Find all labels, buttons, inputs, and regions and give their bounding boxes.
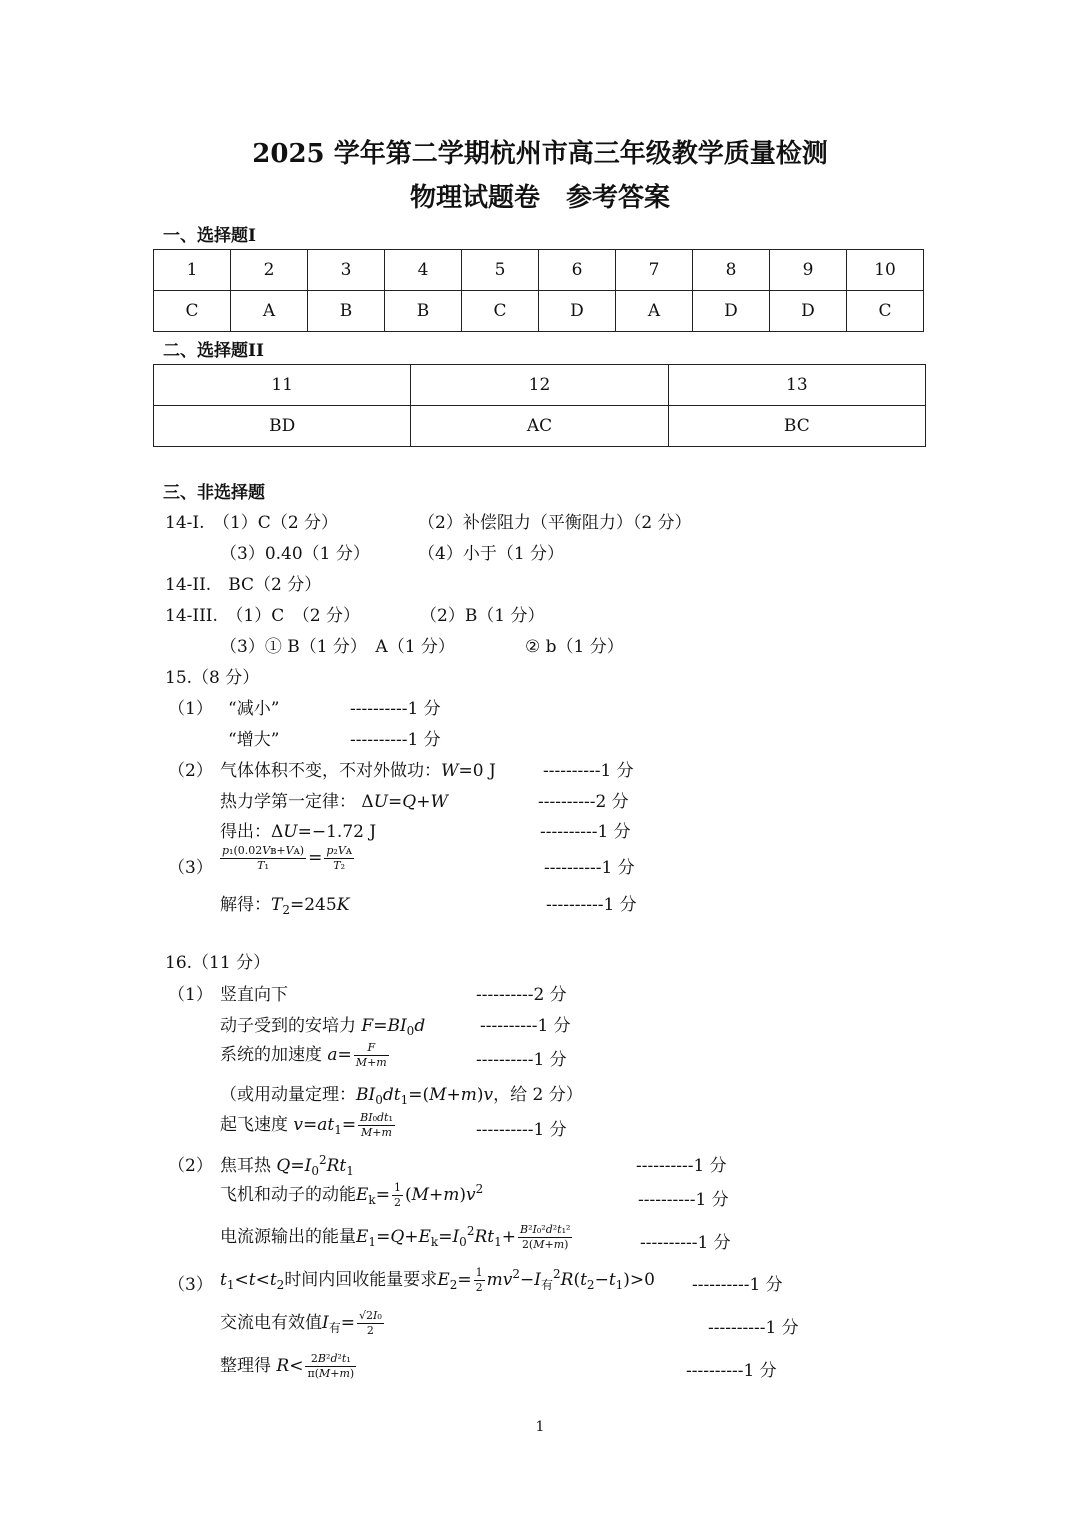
- table-cell: 11: [154, 365, 411, 406]
- part-label: （2）: [168, 761, 213, 781]
- answer-text: 热力学第一定律： ΔU=Q+W: [220, 792, 448, 812]
- table-cell: B: [308, 291, 385, 332]
- score-mark: ----------1 分: [476, 1050, 567, 1070]
- answer-text: 电流源输出的能量$E_1=Q+E_k=I_0^2Rt_1+$ $\frac{\text{B²I₀²d²t₁²}}{2(M+m)}$: [220, 1223, 571, 1251]
- table-row-answers: [154, 406, 926, 447]
- answer-text: 交流电有效值$I_有=$ $\frac{\text{√2I₀}}{2}$: [220, 1309, 382, 1337]
- table-cell: 12: [411, 365, 668, 406]
- q14-line: 14-I. （1）C（2 分）: [165, 513, 339, 533]
- table-cell: D: [693, 291, 770, 332]
- score-mark: ----------1 分: [543, 761, 634, 781]
- table-cell: D: [539, 291, 616, 332]
- table-row-answers: [154, 291, 924, 332]
- table-cell: B: [385, 291, 462, 332]
- table-cell: A: [616, 291, 693, 332]
- score-mark: ----------1 分: [350, 730, 441, 750]
- table-cell: 1: [154, 250, 231, 291]
- table-cell: 5: [462, 250, 539, 291]
- section-choice-2: 二、选择题II: [163, 341, 264, 361]
- answer-table-1: [153, 249, 924, 332]
- table-cell: A: [231, 291, 308, 332]
- table-cell: 8: [693, 250, 770, 291]
- answer-text: 气体体积不变，不对外做功：W=0 J: [220, 761, 496, 781]
- table-cell: 9: [770, 250, 847, 291]
- q14-line: 14-II. BC（2 分）: [165, 575, 322, 595]
- q14-line: （2）补偿阻力（平衡阻力）（2 分）: [418, 513, 692, 533]
- section-choice-1: 一、选择题Ⅰ: [163, 226, 256, 246]
- formula-gas-law: $\frac{\text{p₁(0.02Vʙ+Vᴀ)}}{\text{T₁}}$ = $\frac{\text{p₂Vᴀ}}{\text{T₂}}$: [222, 844, 352, 872]
- answer-text: “减小”: [228, 699, 280, 719]
- answer-text: 飞机和动子的动能$E_k=$ $\frac{1}{2}$ $(M+m)v^2$: [220, 1181, 484, 1209]
- q14-line: （3）0.40（1 分）: [220, 544, 370, 564]
- answer-text: 解得：$T_2=245K$: [220, 895, 350, 917]
- score-mark: ----------1 分: [540, 822, 631, 842]
- score-mark: ----------1 分: [480, 1016, 571, 1036]
- score-mark: ----------1 分: [546, 895, 637, 915]
- answer-text: 系统的加速度 a= $\frac{F}{M+m}$: [220, 1041, 387, 1069]
- score-mark: ----------1 分: [636, 1156, 727, 1176]
- score-mark: ----------1 分: [708, 1318, 799, 1338]
- table-cell: D: [770, 291, 847, 332]
- table-cell: C: [462, 291, 539, 332]
- answer-text: “增大”: [228, 730, 280, 750]
- answer-text: 整理得 R< $\frac{\text{2B²d²t₁}}{\pi(M+m)}$: [220, 1352, 355, 1380]
- score-mark: ----------1 分: [638, 1190, 729, 1210]
- table-cell: BD: [154, 406, 411, 447]
- page-subtitle: 物理试题卷 参考答案: [409, 183, 670, 213]
- table-cell: 2: [231, 250, 308, 291]
- part-label: （1）: [168, 985, 213, 1005]
- answer-table-2: [153, 364, 926, 447]
- score-mark: ----------2 分: [538, 792, 629, 812]
- score-mark: ----------1 分: [640, 1233, 731, 1253]
- answer-text: 动子受到的安培力 $F=BI_0d$: [220, 1016, 426, 1038]
- table-cell: 3: [308, 250, 385, 291]
- q14-line: （4）小于（1 分）: [418, 544, 565, 564]
- q16-heading: 16.（11 分）: [165, 953, 271, 973]
- score-mark: ----------1 分: [692, 1275, 783, 1295]
- part-label: （3）: [168, 1275, 213, 1295]
- answer-text: 焦耳热 $Q=I_0^2Rt_1$: [220, 1153, 354, 1178]
- score-mark: ----------1 分: [544, 858, 635, 878]
- page-title: 2025 学年第二学期杭州市高三年级教学质量检测: [252, 139, 828, 169]
- table-cell: AC: [411, 406, 668, 447]
- table-cell: C: [154, 291, 231, 332]
- score-mark: ----------2 分: [476, 985, 567, 1005]
- table-cell: C: [847, 291, 924, 332]
- section-non-choice: 三、非选择题: [163, 483, 265, 503]
- q14-line: （2）B（1 分）: [420, 606, 545, 626]
- table-row-numbers: [154, 250, 924, 291]
- score-mark: ----------1 分: [476, 1120, 567, 1140]
- table-cell: BC: [668, 406, 925, 447]
- answer-text: 得出：ΔU=−1.72 J: [220, 822, 377, 842]
- table-cell: 7: [616, 250, 693, 291]
- table-cell: 4: [385, 250, 462, 291]
- answer-text: 竖直向下: [220, 985, 288, 1005]
- q14-line: （3）① B（1 分） A（1 分）: [220, 637, 455, 657]
- part-label: （2）: [168, 1156, 213, 1176]
- q14-line: ② b（1 分）: [525, 637, 624, 657]
- page-number: 1: [535, 1419, 545, 1435]
- q14-line: 14-III. （1）C （2 分）: [165, 606, 360, 626]
- score-mark: ----------1 分: [686, 1361, 777, 1381]
- part-label: （3）: [168, 858, 213, 878]
- table-cell: 10: [847, 250, 924, 291]
- answer-text: $t_1<t<t_2$时间内回收能量要求$E_2=$ $\frac{1}{2}$ $mv^2-I_有^2R(t_2-t_1)>0$: [220, 1266, 655, 1294]
- score-mark: ----------1 分: [350, 699, 441, 719]
- q15-heading: 15.（8 分）: [165, 668, 260, 688]
- answer-text: （或用动量定理：$BI_0dt_1=(M+m)v$，给 2 分）: [220, 1085, 583, 1107]
- table-cell: 6: [539, 250, 616, 291]
- table-cell: 13: [668, 365, 925, 406]
- table-row-numbers: [154, 365, 926, 406]
- answer-text: 起飞速度 $v=at_1=$ $\frac{\text{BI₀dt₁}}{M+m}$: [220, 1111, 393, 1139]
- part-label: （1）: [168, 699, 213, 719]
